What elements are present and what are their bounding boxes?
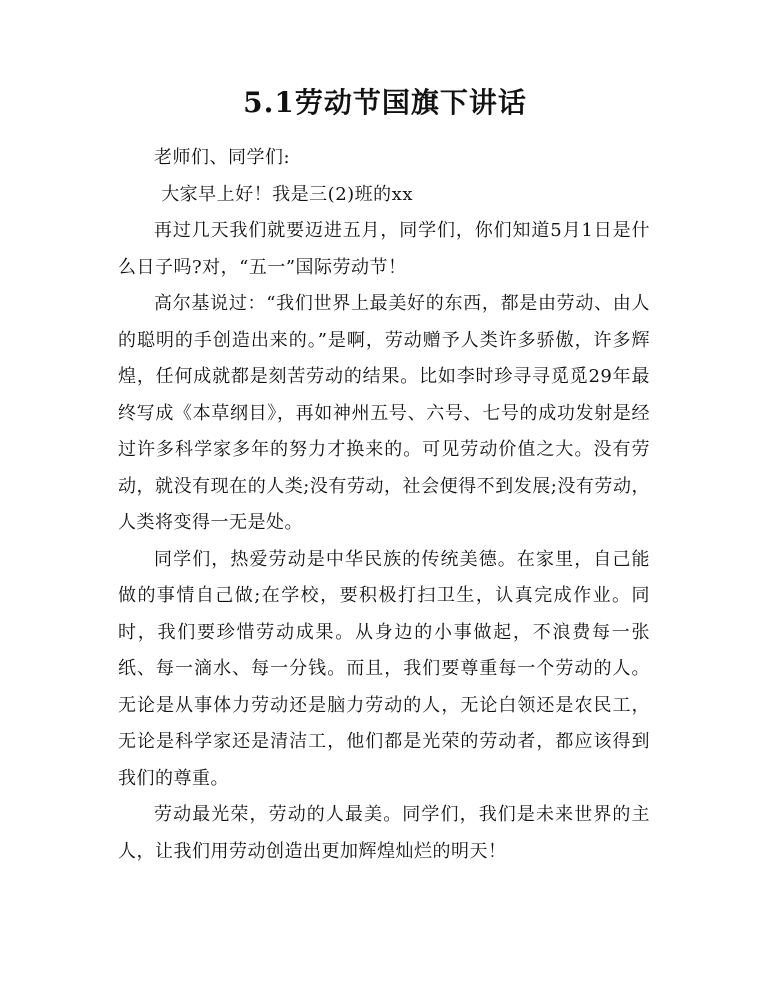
paragraph-love-labor: 同学们，热爱劳动是中华民族的传统美德。在家里，自己能做的事情自己做;在学校，要积极打扫卫生，认真完成作业。同时，我们要珍惜劳动成果。从身边的小事做起，不浪费每一张纸、每一滴水、每一分钱。而且，我们要尊重每一个劳动的人。无论是从事体力劳动还是脑力劳动的人，无论白领还是农民工，无论是科学家还是清洁工，他们都是光荣的劳动者，都应该得到我们的尊重。 — [118, 548, 650, 789]
paragraph-gorky-quote: 高尔基说过：“我们世界上最美好的东西，都是由劳动、由人的聪明的手创造出来的。”是啊，劳动赠予人类许多骄傲，许多辉煌，任何成就都是刻苦劳动的结果。比如李时珍寻寻觅觅29年最终写成《本草纲目》，再如神州五号、六号、七号的成功发射是经过许多科学家多年的努力才换来的。可见劳动价值之大。没有劳动，就没有现在的人类;没有劳动，社会便得不到发展;没有劳动，人类将变得一无是处。 — [118, 293, 650, 533]
document-body — [118, 140, 650, 870]
paragraph-greeting: 大家早上好！我是三(2)班的xx — [161, 183, 413, 205]
paragraph-closing: 劳动最光荣，劳动的人最美。同学们，我们是未来世界的主人，让我们用劳动创造出更加辉煌灿烂的明天！ — [118, 804, 650, 862]
document-title: 5.1劳动节国旗下讲话 — [243, 86, 527, 119]
paragraph-salutation: 老师们、同学们: — [154, 147, 291, 168]
paragraph-may-day-intro: 再过几天我们就要迈进五月，同学们，你们知道5月1日是什么日子吗?对，“五一”国际劳动节！ — [118, 220, 650, 278]
